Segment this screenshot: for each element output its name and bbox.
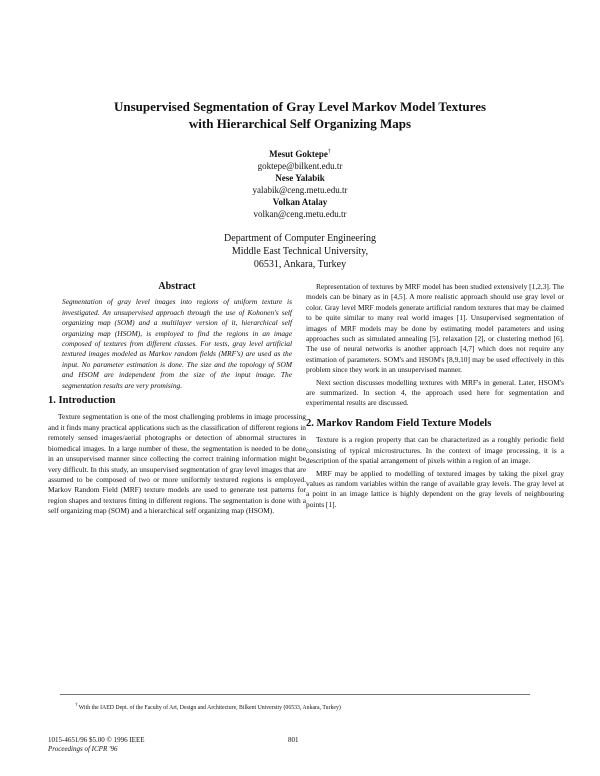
footer-proceedings: Proceedings of ICPR '96 [48,745,118,753]
right-paragraph-2: Next section discusses modelling textures with MRF's in general. Later, HSOM's are summarized. In section 4, the approach used here for segmentation and experimental results are discussed. [306,377,564,408]
footnote-rule [60,694,530,695]
left-column [48,282,306,519]
author-3: Volkan Atalay [272,197,328,207]
title-line-2: with Hierarchical Self Organizing Maps [188,116,412,131]
affiliation-univ: Middle East Technical University, [231,246,369,257]
footnote-text: With the IAED Dept. of the Faculty of Art, Design and Architecture, Bilkent University (06533, Ankara, Turkey) [78,704,341,711]
author-name: Mesut Goktepe [269,149,328,159]
section-1-paragraph: Texture segmentation is one of the most challenging problems in image processing and it finds many practical applications such as the classification of different regions in remotely sensed images/aerial photographs or detection of abnormal structures in biomedical images. In a large number of these, the segmentation is needed to be done in an unsupervised manner since collecting the correct training information might be very difficult. In this study, an unsupervised segmentation of gray level images that are assumed to be composed of two or more uniformly textured regions is employed. Markov Random Field (MRF) texture models are used to generate test patterns for region shapes and textures fitting in different regions. The segmentation is done with a self organizing map (SOM) and a hierarchical self organizing map (HSOM). [48,412,306,516]
footnote [75,702,545,712]
author-block [150,146,450,220]
title-line-1: Unsupervised Segmentation of Gray Level Markov Model Textures [113,99,487,114]
author-1 [150,146,450,160]
paper-title [60,98,540,132]
section-1-heading: 1. Introduction [48,395,116,407]
affiliation-dept: Department of Computer Engineering [224,233,376,244]
section-2-paragraph-2: MRF may be applied to modelling of textured images by taking the pixel gray values as random variables within the range of available gray levels. The gray level at a point in an image lattice is highly dependent on the gray levels of neighbouring points [1]. [306,468,564,509]
author-2: Nese Yalabik [275,173,325,183]
footer-code: 1015-4651/96 $5.00 © 1996 IEEE [48,736,145,744]
section-2-heading: 2. Markov Random Field Texture Models [306,417,492,429]
abstract-text: Segmentation of gray level images into regions of uniform texture is investigated. An unsupervised approach through the use of Kohonen's self organizing map (SOM) and a multilayer version of it, hierarchical self organizing map (HSOM), is employed to find the regions in an image composed of textures from different classes. For tests, gray level artificial textured images modeled as Markov random fields (MRF's) are used as the input. No parameter estimation is done. The size and the topology of SOM and HSOM are independent from the size of the input image. The segmentation results are very promising. [62,297,292,390]
right-paragraph-1: Representation of textures by MRF model has been studied extensively [1,2,3]. The models can be binary as in [4,5]. A more realistic approach should use gray level or color. Gray level MRF models generate artificial random textures that may be claimed to be quite similar to many real world images [1]. Unsupervised segmentation of images of MRF models may be done by estimating model parameters and using approaches such as simulated annealing [5], relaxation [2], or clustering method [6]. The use of neural networks is another approach [4,7] which does not require any estimation of parameters. SOM's and HSOM's [8,9,10] may be used effectively in this problem since they work in an unsupervised manner. [306,282,564,375]
section-2-paragraph-1: Texture is a region property that can be characterized as a roughly periodic field consisting of typical microstructures. In the context of image processing, it is a description of the spatial arrangement of pixels within a region of an image. [306,435,564,466]
author-mark: † [327,149,331,155]
author-email: volkan@ceng.metu.edu.tr [253,209,347,219]
author-email: yalabik@ceng.metu.edu.tr [252,185,348,195]
affiliation [150,232,450,271]
footnote-mark: † [75,703,78,708]
affiliation-city: 06531, Ankara, Turkey [253,259,347,270]
page-number: 801 [288,736,299,744]
abstract-heading: Abstract [158,281,196,292]
right-column [306,282,564,512]
author-email: goktepe@bilkent.edu.tr [257,161,343,171]
footer-left [48,736,145,754]
